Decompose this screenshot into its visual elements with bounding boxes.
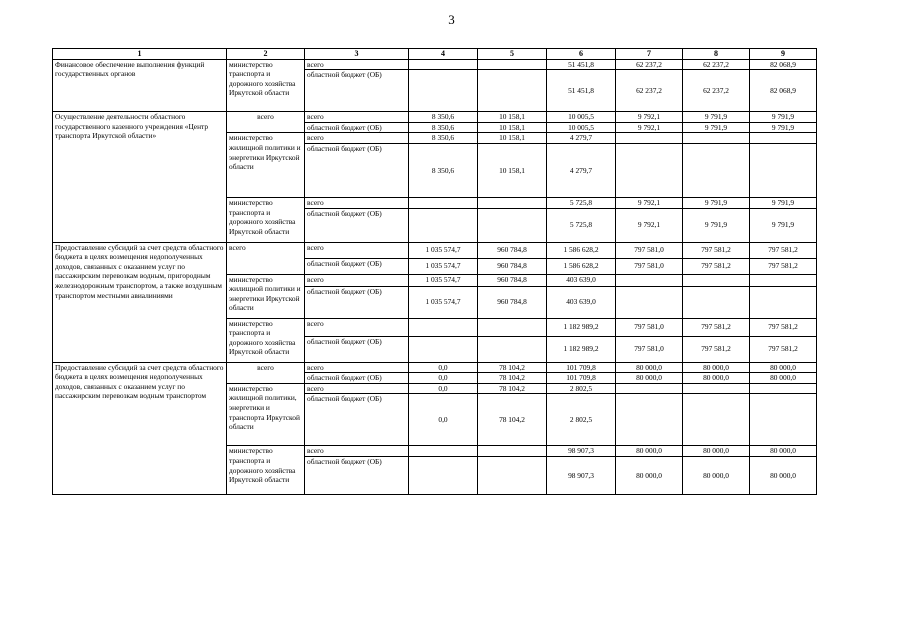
amount-value	[683, 274, 750, 286]
executor-name: всего	[227, 242, 305, 274]
amount-value: 80 000,0	[616, 373, 683, 384]
amount-value: 9 791,9	[683, 112, 750, 123]
amount-value: 0,0	[409, 362, 478, 373]
amount-value	[750, 133, 817, 144]
amount-value: 1 586 628,2	[547, 242, 616, 258]
amount-value	[616, 383, 683, 394]
amount-value: 797 581,2	[750, 258, 817, 274]
executor-name: министерство жилищной политики и энергетики Иркутской области	[227, 133, 305, 198]
amount-value: 82 068,9	[750, 70, 817, 112]
amount-value: 4 279,7	[547, 133, 616, 144]
amount-value	[616, 143, 683, 197]
executor-name: министерство транспорта и дорожного хозяйства Иркутской области	[227, 59, 305, 112]
amount-value: 80 000,0	[750, 362, 817, 373]
amount-value: 797 581,2	[750, 336, 817, 362]
page-number: 3	[448, 12, 455, 27]
column-number: 8	[683, 49, 750, 60]
activity-name: Осуществление деятельности областного государственного казенного учреждения «Центр транспорта Иркутской области»	[53, 112, 227, 242]
funding-source: всего	[305, 362, 409, 373]
funding-source: областной бюджет (ОБ)	[305, 336, 409, 362]
funding-source: областной бюджет (ОБ)	[305, 143, 409, 197]
amount-value: 1 182 989,2	[547, 336, 616, 362]
amount-value: 101 709,8	[547, 373, 616, 384]
amount-value: 98 907,3	[547, 456, 616, 494]
amount-value: 62 237,2	[616, 70, 683, 112]
amount-value	[409, 59, 478, 70]
amount-value	[478, 70, 547, 112]
amount-value	[750, 143, 817, 197]
column-number: 3	[305, 49, 409, 60]
amount-value	[409, 208, 478, 242]
amount-value: 1 586 628,2	[547, 258, 616, 274]
amount-value: 9 791,9	[683, 197, 750, 208]
amount-value: 960 784,8	[478, 274, 547, 286]
budget-table	[52, 48, 817, 495]
amount-value: 80 000,0	[683, 373, 750, 384]
amount-value: 797 581,2	[750, 242, 817, 258]
amount-value	[616, 274, 683, 286]
amount-value: 2 802,5	[547, 383, 616, 394]
amount-value	[409, 456, 478, 494]
amount-value: 8 350,6	[409, 112, 478, 123]
amount-value	[478, 59, 547, 70]
amount-value: 403 639,0	[547, 274, 616, 286]
amount-value: 797 581,0	[616, 242, 683, 258]
amount-value: 51 451,8	[547, 70, 616, 112]
amount-value: 78 104,2	[478, 362, 547, 373]
amount-value: 9 792,1	[616, 122, 683, 133]
amount-value: 797 581,2	[683, 258, 750, 274]
table-row	[53, 362, 817, 373]
amount-value: 80 000,0	[750, 456, 817, 494]
amount-value	[750, 394, 817, 446]
amount-value	[616, 286, 683, 318]
amount-value: 9 791,9	[750, 112, 817, 123]
amount-value	[683, 133, 750, 144]
funding-source: областной бюджет (ОБ)	[305, 208, 409, 242]
amount-value: 80 000,0	[683, 446, 750, 457]
amount-value: 80 000,0	[683, 456, 750, 494]
funding-source: всего	[305, 59, 409, 70]
amount-value: 9 791,9	[683, 122, 750, 133]
amount-value: 4 279,7	[547, 143, 616, 197]
amount-value: 2 802,5	[547, 394, 616, 446]
funding-source: областной бюджет (ОБ)	[305, 456, 409, 494]
amount-value: 78 104,2	[478, 394, 547, 446]
amount-value: 82 068,9	[750, 59, 817, 70]
table-row	[53, 112, 817, 123]
amount-value: 9 791,9	[750, 122, 817, 133]
amount-value	[409, 318, 478, 336]
funding-source: всего	[305, 318, 409, 336]
amount-value	[750, 274, 817, 286]
table-row	[53, 59, 817, 70]
amount-value	[750, 383, 817, 394]
funding-source: всего	[305, 133, 409, 144]
amount-value: 9 791,9	[683, 208, 750, 242]
amount-value	[478, 208, 547, 242]
amount-value: 797 581,2	[683, 318, 750, 336]
amount-value	[478, 318, 547, 336]
amount-value: 9 791,9	[750, 197, 817, 208]
amount-value: 8 350,6	[409, 133, 478, 144]
amount-value: 8 350,6	[409, 122, 478, 133]
executor-name: всего	[227, 112, 305, 133]
amount-value: 9 792,1	[616, 208, 683, 242]
amount-value: 10 005,5	[547, 112, 616, 123]
column-number: 5	[478, 49, 547, 60]
amount-value: 10 158,1	[478, 112, 547, 123]
amount-value: 797 581,0	[616, 318, 683, 336]
amount-value: 797 581,0	[616, 336, 683, 362]
funding-source: всего	[305, 274, 409, 286]
amount-value: 1 035 574,7	[409, 286, 478, 318]
activity-name: Предоставление субсидий за счет средств областного бюджета в целях возмещения недополученных доходов, связанных с оказанием услуг по пассажирским перевозкам водным транспортом	[53, 362, 227, 494]
executor-name: министерство жилищной политики и энергетики Иркутской области	[227, 274, 305, 318]
amount-value	[616, 133, 683, 144]
amount-value: 80 000,0	[616, 446, 683, 457]
amount-value: 62 237,2	[683, 59, 750, 70]
funding-source: всего	[305, 383, 409, 394]
amount-value	[478, 446, 547, 457]
amount-value: 960 784,8	[478, 258, 547, 274]
activity-name: Финансовое обеспечение выполнения функций государственных органов	[53, 59, 227, 112]
column-number: 9	[750, 49, 817, 60]
amount-value	[683, 394, 750, 446]
column-number: 6	[547, 49, 616, 60]
amount-value: 62 237,2	[616, 59, 683, 70]
funding-source: областной бюджет (ОБ)	[305, 122, 409, 133]
amount-value: 1 035 574,7	[409, 258, 478, 274]
executor-name: министерство транспорта и дорожного хозяйства Иркутской области	[227, 318, 305, 362]
amount-value: 10 158,1	[478, 143, 547, 197]
amount-value: 80 000,0	[750, 373, 817, 384]
amount-value	[409, 336, 478, 362]
funding-source: всего	[305, 197, 409, 208]
amount-value: 10 005,5	[547, 122, 616, 133]
amount-value: 80 000,0	[616, 456, 683, 494]
amount-value: 10 158,1	[478, 133, 547, 144]
funding-source: областной бюджет (ОБ)	[305, 258, 409, 274]
amount-value: 101 709,8	[547, 362, 616, 373]
amount-value: 797 581,0	[616, 258, 683, 274]
amount-value: 78 104,2	[478, 383, 547, 394]
amount-value: 0,0	[409, 394, 478, 446]
amount-value: 960 784,8	[478, 286, 547, 318]
funding-source: областной бюджет (ОБ)	[305, 394, 409, 446]
column-number: 2	[227, 49, 305, 60]
funding-source: всего	[305, 446, 409, 457]
amount-value	[683, 286, 750, 318]
executor-name: министерство жилищной политики, энергетики и транспорта Иркутской области	[227, 383, 305, 446]
funding-source: областной бюджет (ОБ)	[305, 373, 409, 384]
amount-value: 9 792,1	[616, 112, 683, 123]
funding-source: областной бюджет (ОБ)	[305, 286, 409, 318]
amount-value: 9 791,9	[750, 208, 817, 242]
amount-value: 80 000,0	[750, 446, 817, 457]
funding-source: всего	[305, 112, 409, 123]
amount-value	[409, 446, 478, 457]
amount-value: 0,0	[409, 373, 478, 384]
amount-value: 0,0	[409, 383, 478, 394]
amount-value	[409, 197, 478, 208]
column-number: 4	[409, 49, 478, 60]
amount-value: 98 907,3	[547, 446, 616, 457]
amount-value: 5 725,8	[547, 208, 616, 242]
amount-value	[478, 197, 547, 208]
amount-value	[683, 143, 750, 197]
amount-value: 78 104,2	[478, 373, 547, 384]
amount-value	[478, 336, 547, 362]
amount-value: 62 237,2	[683, 70, 750, 112]
header-row	[53, 49, 817, 60]
amount-value	[750, 286, 817, 318]
amount-value: 80 000,0	[683, 362, 750, 373]
amount-value: 9 792,1	[616, 197, 683, 208]
amount-value: 1 035 574,7	[409, 274, 478, 286]
executor-name: министерство транспорта и дорожного хозяйства Иркутской области	[227, 197, 305, 242]
amount-value	[683, 383, 750, 394]
amount-value: 1 182 989,2	[547, 318, 616, 336]
amount-value	[409, 70, 478, 112]
amount-value: 403 639,0	[547, 286, 616, 318]
amount-value: 960 784,8	[478, 242, 547, 258]
amount-value: 797 581,2	[683, 336, 750, 362]
column-number: 7	[616, 49, 683, 60]
amount-value: 5 725,8	[547, 197, 616, 208]
funding-source: всего	[305, 242, 409, 258]
amount-value: 797 581,2	[683, 242, 750, 258]
amount-value: 80 000,0	[616, 362, 683, 373]
table-row	[53, 242, 817, 258]
funding-source: областной бюджет (ОБ)	[305, 70, 409, 112]
amount-value: 1 035 574,7	[409, 242, 478, 258]
amount-value: 8 350,6	[409, 143, 478, 197]
amount-value: 10 158,1	[478, 122, 547, 133]
amount-value: 797 581,2	[750, 318, 817, 336]
amount-value	[616, 394, 683, 446]
amount-value: 51 451,8	[547, 59, 616, 70]
activity-name: Предоставление субсидий за счет средств областного бюджета в целях возмещения недополученных доходов, связанных с оказанием услуг по пассажирским перевозкам водным, пригородным железнодорожным транспортом, а также воздушным транспортом местными авиалиниями	[53, 242, 227, 362]
executor-name: всего	[227, 362, 305, 383]
executor-name: министерство транспорта и дорожного хозяйства Иркутской области	[227, 446, 305, 495]
column-number: 1	[53, 49, 227, 60]
amount-value	[478, 456, 547, 494]
